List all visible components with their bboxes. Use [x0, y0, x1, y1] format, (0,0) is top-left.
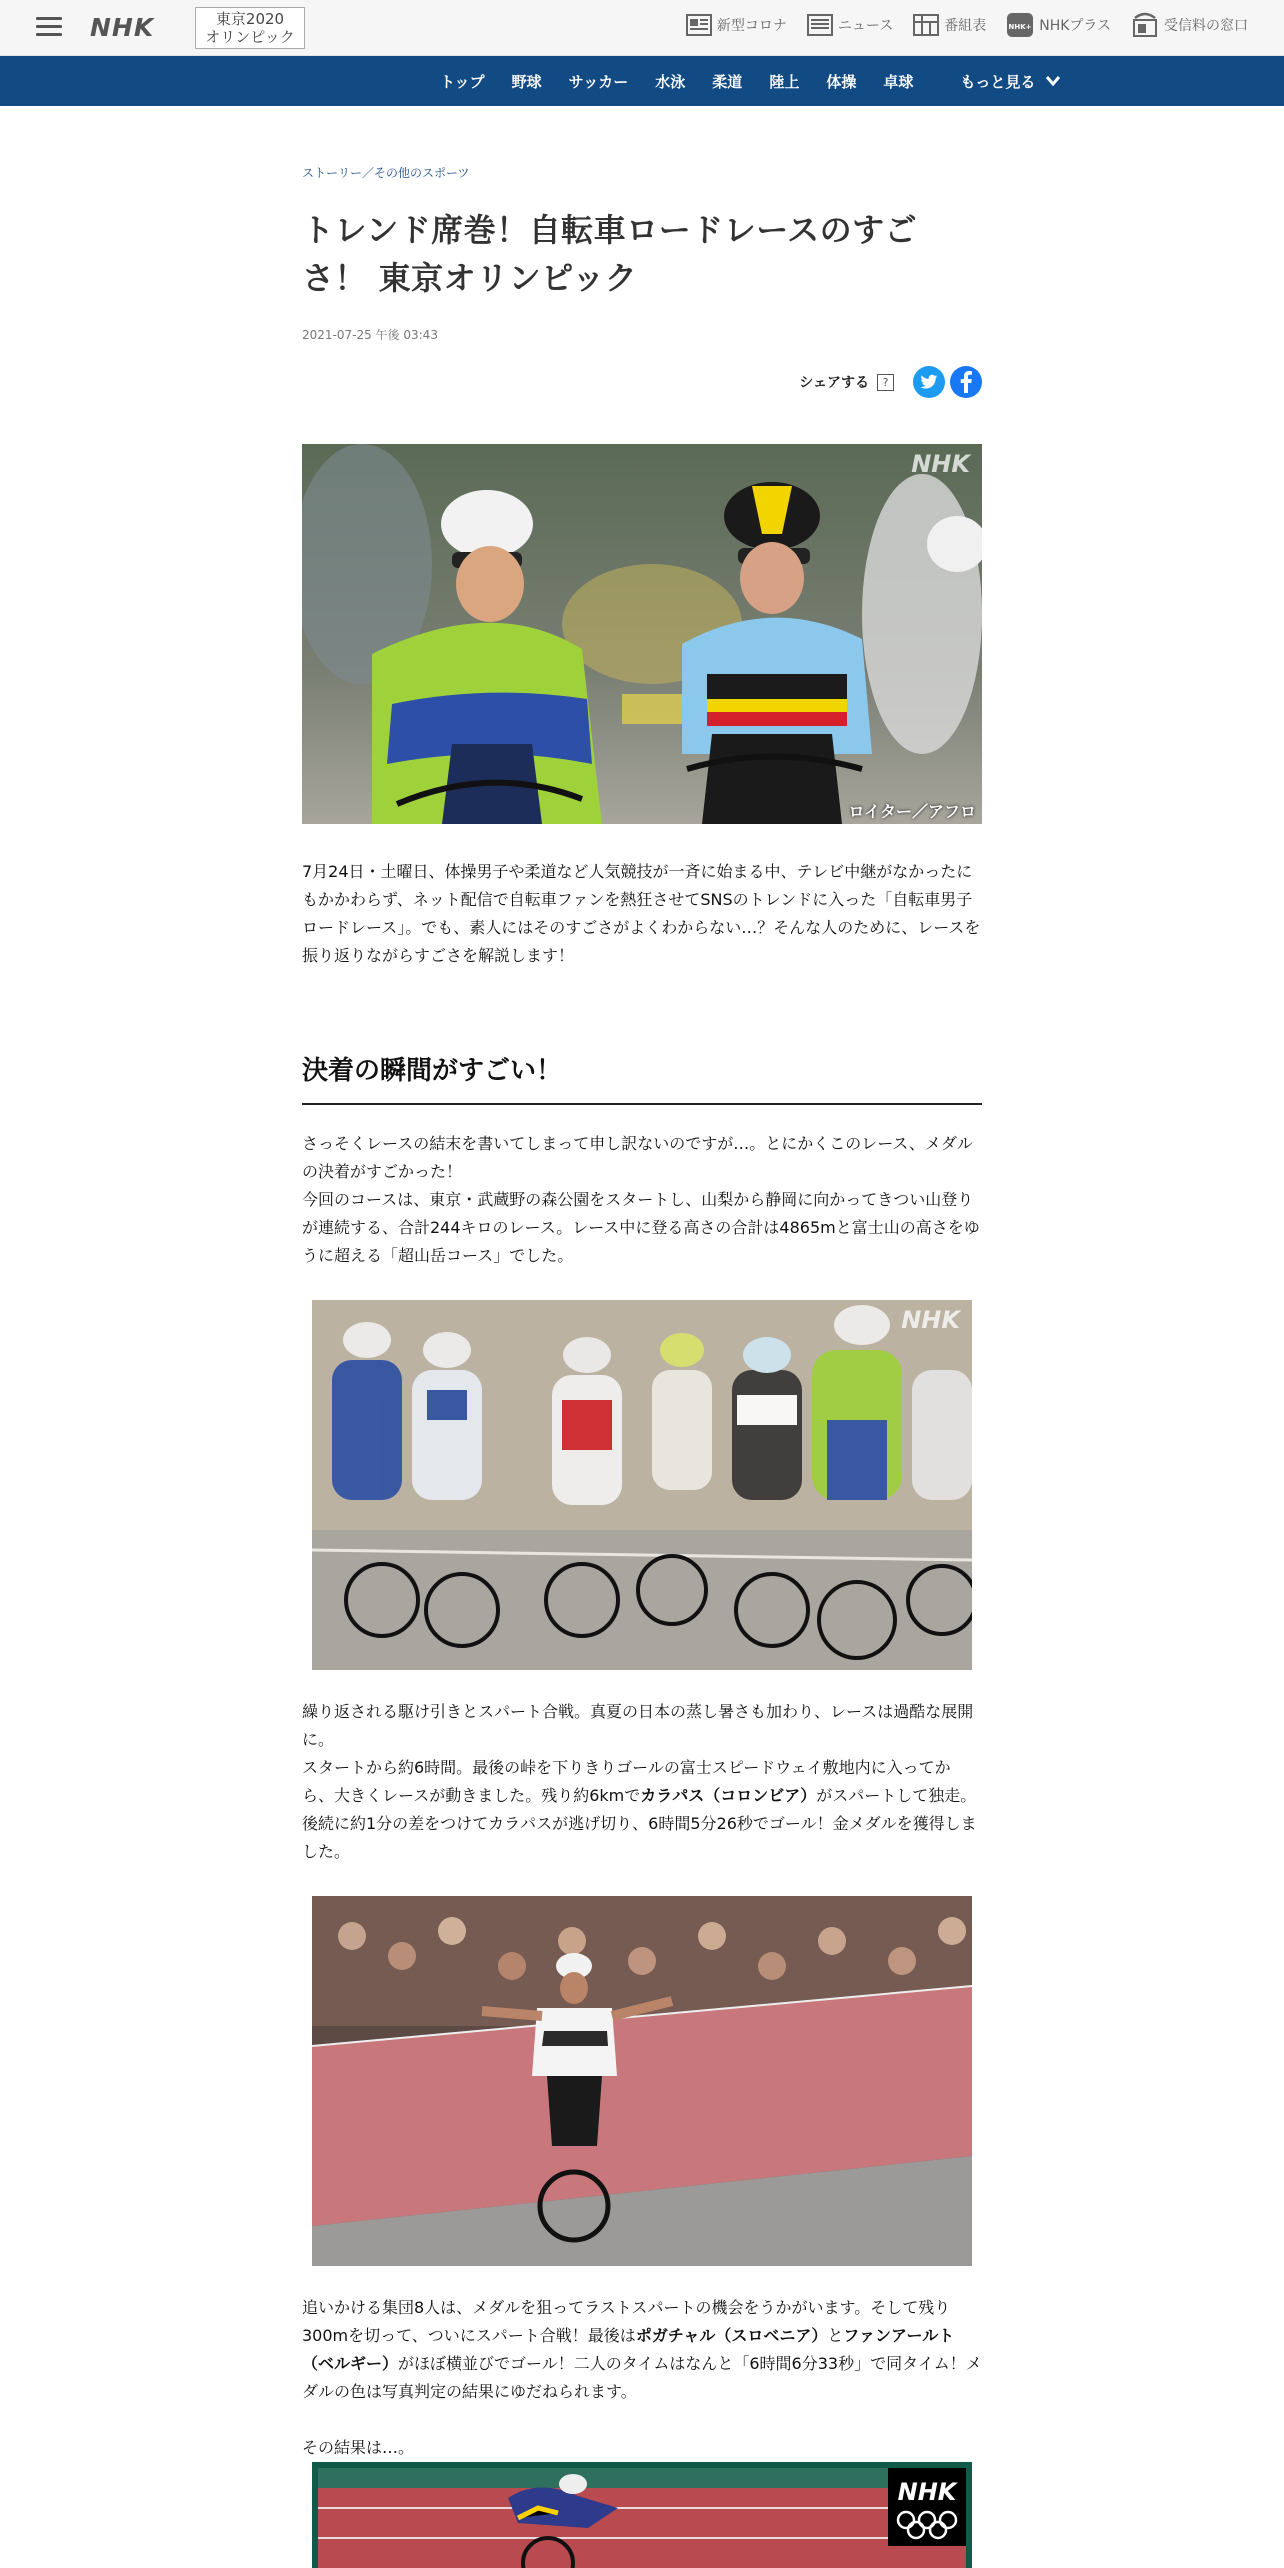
- badge-line-2: オリンピック: [205, 28, 295, 46]
- util-label: NHKプラス: [1039, 18, 1111, 34]
- chevron-down-icon: [1045, 75, 1061, 87]
- rider-name-carapaz: カラパス（コロンビア）: [640, 1786, 817, 1805]
- sport-nav: [0, 56, 1284, 106]
- badge-line-1: 東京2020: [215, 10, 285, 28]
- paragraph-3: 繰り返される駆け引きとスパート合戦。真夏の日本の蒸し暑さも加わり、レースは過酷な展開に。: [302, 1702, 974, 1749]
- text-run: スタートから約6時間。最後の峠を下りきりゴールの富士スピードウェイ敷地内に入ってから、大きくレースが動きました。残り約6kmで: [302, 1758, 951, 1805]
- nav-item-soccer[interactable]: サッカー: [568, 72, 629, 91]
- share-help-button[interactable]: ?: [877, 374, 894, 391]
- section-heading: 決着の瞬間がすごい！: [302, 1050, 982, 1105]
- nav-item-athletics[interactable]: 陸上: [769, 72, 800, 91]
- peloton-photo: [312, 1300, 972, 1670]
- program-guide-icon: [913, 13, 939, 37]
- text-run: がスパートして独走。後続に約1分の差をつけてカラパスが逃げ切り、6時間5分26秒でゴール！金メダルを獲得しました。: [302, 1786, 977, 1861]
- svg-text:NHK: NHK: [897, 2478, 957, 2506]
- reception-fee-icon: [1131, 12, 1159, 38]
- util-label: 新型コロナ: [716, 18, 787, 34]
- photo-credit: ロイター／アフロ: [848, 802, 976, 821]
- nhk-plus-icon: [1006, 12, 1034, 38]
- goal-photo: [312, 1896, 972, 2266]
- nav-item-swimming[interactable]: 水泳: [655, 72, 686, 91]
- util-label: 受信料の窓口: [1164, 18, 1248, 34]
- hero-photo: [302, 444, 982, 824]
- text-run: と: [827, 2326, 844, 2345]
- util-link-news[interactable]: [807, 13, 893, 37]
- twitter-share-button[interactable]: [913, 366, 945, 398]
- breadcrumb-separator: ／: [362, 166, 375, 180]
- text-run: がほぼ横並びでゴール！二人のタイムはなんと「6時間6分33秒」で同タイム！メダルの色は写真判定の結果にゆだねられます。: [302, 2354, 982, 2401]
- twitter-icon: [920, 374, 938, 390]
- nav-item-baseball[interactable]: 野球: [511, 72, 542, 91]
- paragraph-4: [302, 1754, 982, 1866]
- rider-name-pogacar: ポガチャル（スロベニア）: [635, 2326, 828, 2345]
- util-label: 番組表: [944, 18, 987, 34]
- breadcrumb-other-sports[interactable]: その他のスポーツ: [374, 166, 470, 180]
- facebook-icon: [959, 371, 973, 393]
- nav-item-judo[interactable]: 柔道: [712, 72, 743, 91]
- breadcrumb-story[interactable]: ストーリー: [302, 166, 363, 180]
- rider-name-van-aert: ファンアールト（ベルギー）: [302, 2326, 955, 2373]
- svg-text:NHK+: NHK+: [1008, 23, 1032, 31]
- share-bar: [799, 366, 982, 398]
- publish-date: 2021-07-25 午後 03:43: [302, 328, 438, 342]
- nhk-logo[interactable]: NHK: [90, 13, 155, 42]
- nav-item-top[interactable]: トップ: [440, 72, 485, 91]
- text-run: 追いかける集団8人は、メダルを狙ってラストスパートの機会をうかがいます。そして残り300mを切って、ついにスパート合戦！最後は: [302, 2298, 951, 2345]
- paragraph-2: 今回のコースは、東京・武蔵野の森公園をスタートし、山梨から静岡に向かってきつい山登りが連続する、合計244キロのレース。レース中に登る高さの合計は4865mと富士山の高さをゆうに超える「超山岳コース」でした。: [302, 1190, 980, 1265]
- news-icon: [807, 13, 833, 37]
- coronavirus-news-icon: [686, 13, 712, 37]
- nav-more-button[interactable]: [960, 71, 1061, 92]
- facebook-share-button[interactable]: [950, 366, 982, 398]
- top-bar: [0, 0, 1284, 56]
- nhk-watermark: NHK: [901, 1306, 960, 1334]
- paragraph-1: さっそくレースの結末を書いてしまって申し訳ないのですが…。とにかくこのレース、メダルの決着がすごかった！: [302, 1134, 973, 1181]
- util-link-nhkplus[interactable]: [1006, 12, 1111, 38]
- utility-nav: [666, 12, 1248, 38]
- paragraph-6: その結果は…。: [302, 2438, 415, 2457]
- util-link-corona[interactable]: [686, 13, 787, 37]
- tokyo2020-badge[interactable]: [195, 7, 305, 49]
- intro-paragraph: 7月24日・土曜日、体操男子や柔道など人気競技が一斉に始まる中、テレビ中継がなかったにもかかわらず、ネット配信で自転車ファンを熱狂させてSNSのトレンドに入った「自転車男子ロードレース」。でも、素人にはそのすごさがよくわからない…？そんな人のために、レースを振り返りながらすごさを解説します！: [302, 862, 981, 965]
- photo-finish-image: [312, 2462, 972, 2568]
- util-link-reception[interactable]: [1131, 12, 1248, 38]
- share-label: シェアする: [799, 375, 869, 391]
- util-link-program[interactable]: [913, 13, 986, 37]
- breadcrumb: [302, 164, 470, 181]
- menu-icon[interactable]: [36, 13, 62, 41]
- nav-item-table-tennis[interactable]: 卓球: [883, 72, 914, 91]
- nav-item-gymnastics[interactable]: 体操: [826, 72, 857, 91]
- util-label: ニュース: [837, 18, 894, 34]
- nav-more-label: もっと見る: [960, 72, 1036, 91]
- article-title: トレンド席巻！自転車ロードレースのすごさ！ 東京オリンピック: [302, 211, 918, 297]
- nhk-watermark: NHK: [911, 450, 970, 478]
- paragraph-5: [302, 2294, 982, 2406]
